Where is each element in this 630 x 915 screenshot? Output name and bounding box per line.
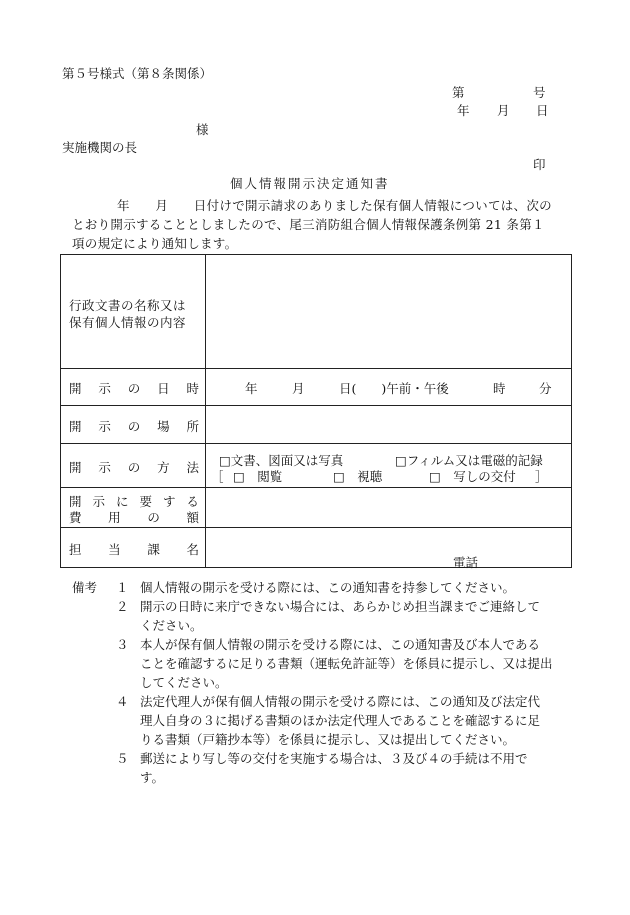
label-char: に	[115, 494, 129, 509]
label-char: 開	[69, 381, 82, 396]
note-continuation: りる書類（戸籍抄本等）を係員に提示し、又は提出してください。	[140, 732, 516, 747]
notes-heading: 備考	[72, 580, 98, 595]
label-char: の	[127, 460, 141, 475]
label-char: の	[127, 381, 141, 396]
note-item-5	[72, 749, 572, 768]
disclosure-table	[60, 254, 572, 568]
datetime-month: 月	[292, 381, 305, 396]
datetime-year: 年	[245, 381, 258, 396]
label-char: 所	[186, 419, 199, 434]
label-char: 示	[98, 460, 111, 475]
department-label	[69, 540, 199, 558]
date-year: 年	[457, 103, 470, 118]
document-title: 個人情報開示決定通知書	[230, 176, 390, 191]
label-char: 示	[92, 494, 105, 509]
label-char: 当	[108, 542, 121, 557]
label-char: 法	[186, 460, 199, 475]
label-char: 担	[69, 542, 82, 557]
doc-number-suffix: 号	[533, 85, 546, 100]
note-continuation: す。	[140, 770, 165, 785]
datetime-hour: 時	[493, 381, 506, 396]
label-char: 方	[157, 460, 170, 475]
disclosure-datetime-label	[69, 379, 199, 397]
method-option-film[interactable]: □フィルム又は電磁的記録	[395, 453, 543, 468]
label-char: 示	[98, 381, 111, 396]
row-divider	[61, 527, 571, 528]
label-char: 用	[108, 510, 121, 525]
method-bracket-close: ］	[535, 469, 548, 484]
row-divider	[61, 443, 571, 444]
label-char: す	[162, 494, 176, 509]
row-divider	[61, 405, 571, 406]
label-char: 開	[69, 460, 82, 475]
label-char: 開	[69, 419, 82, 434]
note-continuation: ください。	[140, 618, 203, 633]
intro-paragraph	[72, 196, 577, 253]
fee-label-line2	[69, 508, 199, 526]
label-char: 時	[186, 381, 199, 396]
column-divider	[205, 255, 206, 567]
seal-mark: 印	[533, 157, 546, 172]
datetime-minute: 分	[539, 381, 552, 396]
disclosure-method-label	[69, 458, 199, 476]
datetime-day-ampm: 日( )午前・午後	[339, 381, 449, 396]
issuer: 実施機関の長	[62, 140, 138, 155]
intro-line-3: 項の規定により通知します。	[72, 236, 238, 251]
addressee-suffix: 様	[196, 122, 209, 137]
label-char: の	[127, 419, 141, 434]
label-char: 場	[157, 419, 170, 434]
label-char: 課	[147, 542, 160, 557]
note-text: 開示の日時に来庁できない場合には、あらかじめ担当課までご連絡して	[140, 599, 541, 614]
row-divider	[61, 487, 571, 488]
document-name-label-line1: 行政文書の名称又は	[69, 298, 187, 313]
note-text: 個人情報の開示を受ける際には、この通知書を持参してください。	[140, 580, 516, 595]
note-text: 法定代理人が保有個人情報の開示を受ける際には、この通知及び法定代	[140, 694, 541, 709]
label-char: 費	[69, 510, 82, 525]
row-divider	[61, 368, 571, 369]
note-number: ２	[116, 599, 129, 614]
label-char: 額	[186, 510, 199, 525]
note-continuation: 理人自身の３に掲げる書類のほか法定代理人であることを確認するに足	[140, 713, 541, 728]
method-bracket-open: ［	[211, 469, 224, 484]
method-sub-copy[interactable]: □ 写しの交付	[429, 469, 516, 484]
label-char: 開	[69, 494, 82, 509]
notes-section	[72, 578, 572, 787]
note-number: ５	[116, 751, 129, 766]
date-month: 月	[497, 103, 510, 118]
note-item-1	[72, 578, 572, 597]
note-number: ４	[116, 694, 129, 709]
label-char: の	[147, 510, 160, 525]
note-continuation: してください。	[140, 675, 228, 690]
label-char: 示	[98, 419, 111, 434]
form-number: 第５号様式（第８条関係）	[62, 66, 213, 81]
document-name-label-line2: 保有個人情報の内容	[69, 315, 187, 330]
note-continuation: ことを確認するに足りる書類（運転免許証等）を係員に提示し、又は提出	[140, 656, 553, 671]
note-item-4	[72, 692, 572, 711]
note-text: 本人が保有個人情報の開示を受ける際には、この通知書及び本人である	[140, 637, 541, 652]
note-text: 郵送により写し等の交付を実施する場合は、３及び４の手続は不用で	[140, 751, 528, 766]
note-number: １	[116, 580, 129, 595]
disclosure-place-label	[69, 417, 199, 435]
intro-line-2: とおり開示することとしましたので、尾三消防組合個人情報保護条例第 21 条第１	[72, 217, 545, 232]
method-sub-listen[interactable]: □ 視聴	[333, 469, 383, 484]
note-item-2	[72, 597, 572, 616]
label-char: 要	[139, 494, 152, 509]
doc-number-prefix: 第	[452, 85, 465, 100]
method-sub-view[interactable]: □ 閲覧	[233, 469, 283, 484]
intro-line-1: 年 月 日付けで開示請求のありました保有個人情報については、次の	[117, 198, 552, 213]
note-item-3	[72, 635, 572, 654]
method-option-document[interactable]: □文書、図面又は写真	[219, 453, 344, 468]
label-char: 日	[157, 381, 170, 396]
date-day: 日	[536, 103, 549, 118]
note-number: ３	[116, 637, 129, 652]
label-char: る	[186, 494, 199, 509]
phone-label: 電話	[453, 555, 479, 570]
label-char: 名	[186, 542, 199, 557]
